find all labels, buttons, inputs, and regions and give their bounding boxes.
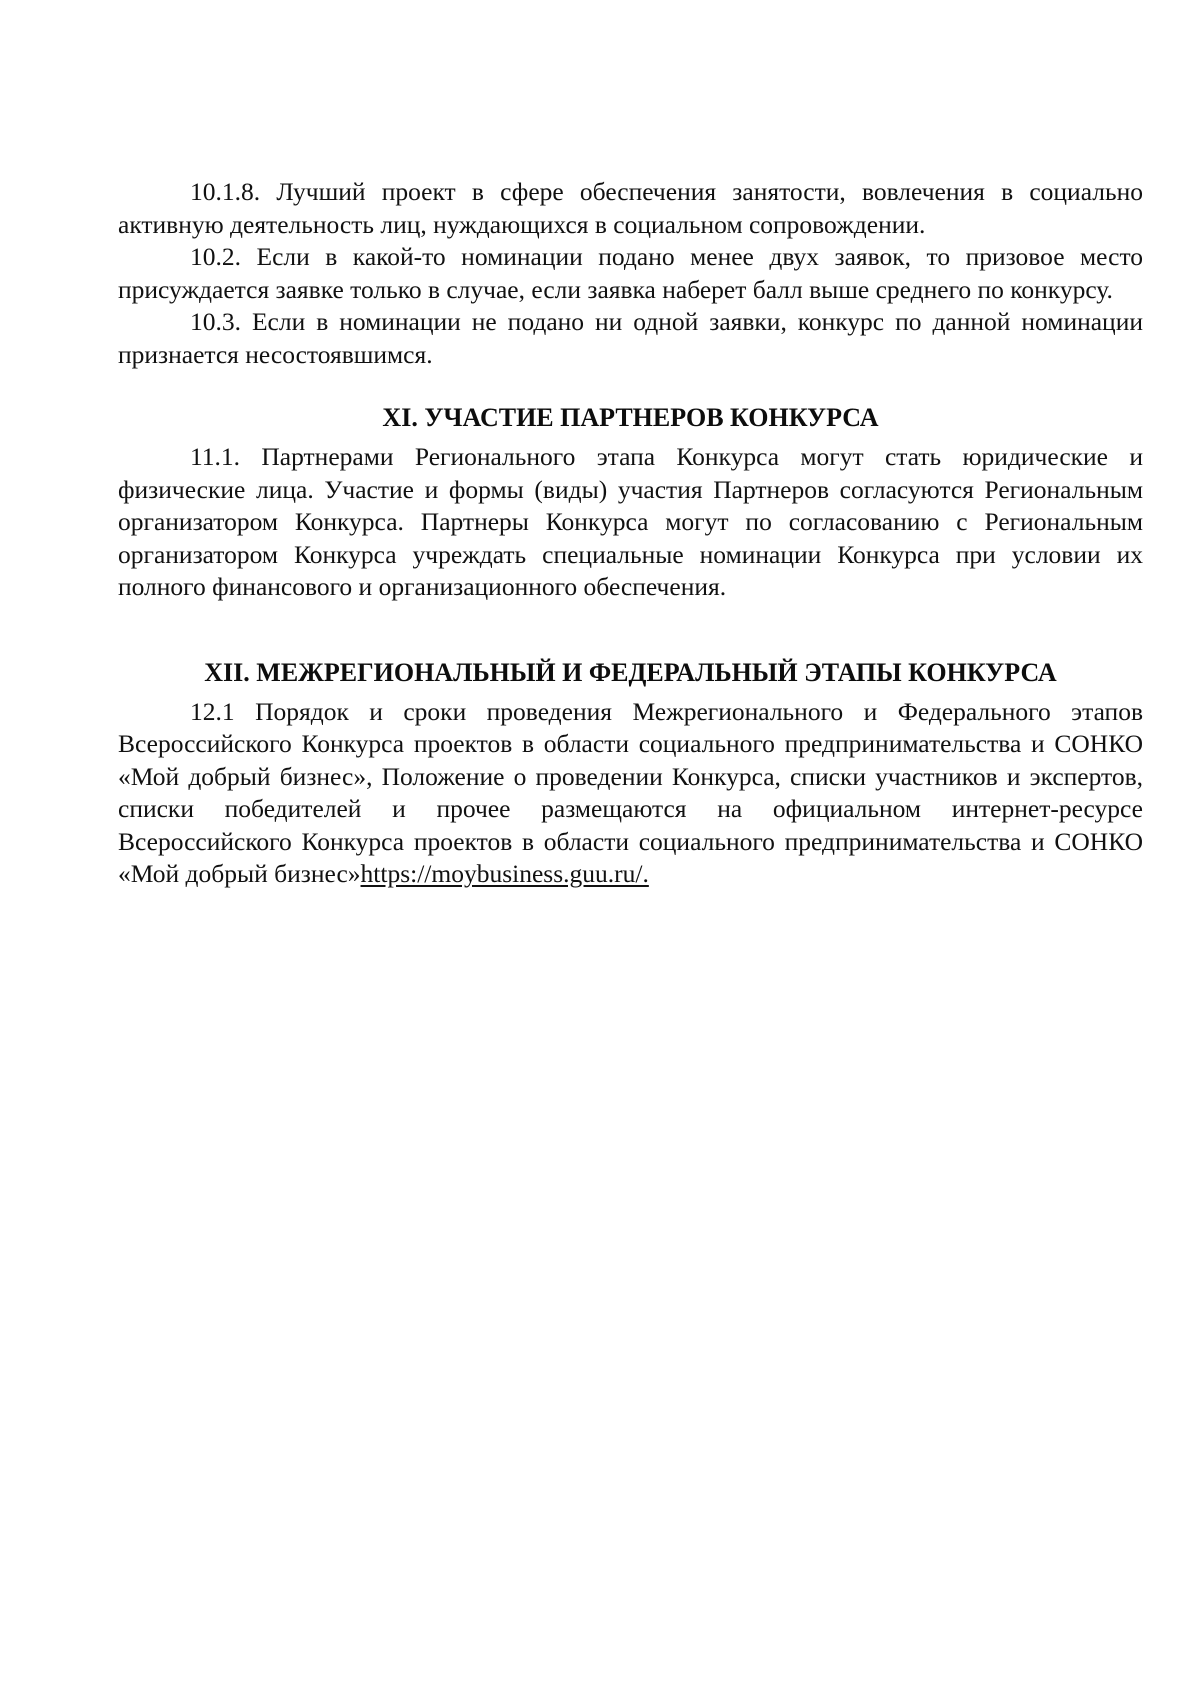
section-12-heading: XII. МЕЖРЕГИОНАЛЬНЫЙ И ФЕДЕРАЛЬНЫЙ ЭТАПЫ КОНКУРСА — [204, 657, 1057, 687]
section-11-heading: XI. УЧАСТИЕ ПАРТНЕРОВ КОНКУРСА — [382, 403, 879, 432]
paragraph-11-1: 11.1. Партнерами Регионального этапа Конкурса могут стать юридические и физические лица. Участие и формы (виды) участия Партнеров согласуются Региональным организатором Конкурса. Партнеры Конкурса могут по согласованию с Региональным организатором Конкурса учреждать специальные номинации Конкурса при условии их полного финансового и организационного обеспечения. — [118, 442, 1143, 601]
moybusiness-link[interactable]: https://moybusiness.guu.ru/. — [360, 859, 649, 888]
paragraph-12-1 — [118, 696, 1143, 891]
paragraph-10-2: 10.2. Если в какой-то номинации подано менее двух заявок, то призовое место присуждается заявке только в случае, если заявка наберет балл выше среднего по конкурсу. — [118, 242, 1143, 304]
document-page — [118, 176, 1143, 891]
paragraph-10-1-8: 10.1.8. Лучший проект в сфере обеспечения занятости, вовлечения в социально активную деятельность лиц, нуждающихся в социальном сопровождении. — [118, 177, 1143, 239]
paragraph-10-3: 10.3. Если в номинации не подано ни одной заявки, конкурс по данной номинации признается несостоявшимся. — [118, 307, 1143, 369]
paragraph-12-1-text: 12.1 Порядок и сроки проведения Межрегионального и Федерального этапов Всероссийского Конкурса проектов в области социального предпринимательства и СОНКО «Мой добрый бизнес», Положение о проведении Конкурса, списки участников и экспертов, списки победителей и прочее размещаются на официальном интернет-ресурсе Всероссийского Конкурса проектов в области социального предпринимательства и СОНКО «Мой добрый бизнес» — [118, 696, 1143, 888]
